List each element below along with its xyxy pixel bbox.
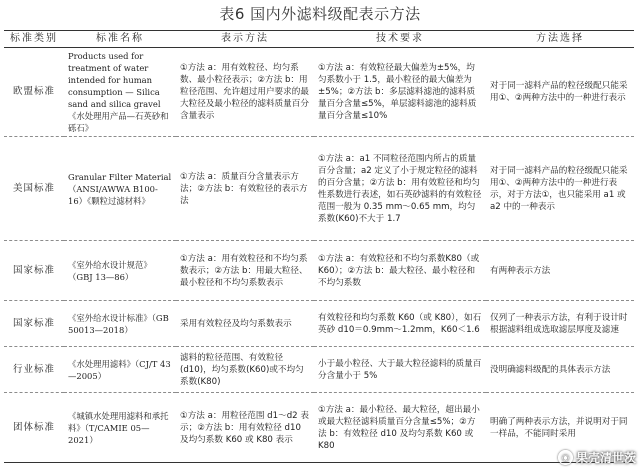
cell-category: 团体标准 [12, 421, 55, 433]
header-category: 标准类别 [4, 31, 64, 48]
watermark-text: 果壳清世茨 [575, 451, 636, 465]
cell-category: 国家标准 [4, 241, 64, 301]
table-body [4, 48, 634, 463]
cell-choice: 对于同一滤料产品的粒径级配只能采用①、②两种方法中的一种进行表示，对于方法①，也只能采用 a1 或 a2 中的一种表示 [486, 137, 634, 241]
cell-standard-name: 《城镇水处理用滤料和承托料》（T/CAMIE 05—2021） [68, 410, 169, 445]
cell-method: ①方法 a：用粒径范围 d1～d2 表示；②方法 b：用有效粒径 d10 及均匀系数 K60 或 K80 表示 [180, 410, 309, 445]
table-header [4, 31, 634, 48]
table-row [4, 347, 634, 393]
cell-requirement: 有效粒径和均匀系数 K60（或 K80），如石英砂 d10＝0.9mm～1.2mm，K60＜1.6 [314, 301, 486, 347]
cell-requirement: ①方法 a：有效粒径最大偏差为±5%，均匀系数小于 1.5，最小粒径的最大偏差为±5%；②方法 b：多层滤料滤池的滤料质量百分含量≤5%，单层滤料滤池的滤料质量百分含量≤10% [314, 48, 486, 137]
cell-requirement: ①方法 a：最小粒径、最大粒径，超出最小或最大粒径滤料质量百分含量≤5%；②方法 b：有效粒径 d10 及均匀系数 K60 或 K80 [318, 404, 480, 451]
cell-choice: 明确了两种表示方法，并说明对于同一样品，不能同时采用 [490, 416, 628, 439]
watermark [558, 449, 636, 466]
cell-category: 美国标准 [4, 137, 64, 241]
table-row [4, 393, 634, 463]
header-choice: 方法选择 [486, 31, 634, 48]
table-title: 表6 国内外滤料级配表示方法 [219, 5, 421, 23]
header-name: 标准名称 [64, 31, 176, 48]
camera-icon: ◉ [558, 450, 573, 465]
cell-standard-name: Granular Filter Material（ANSI/AWWA B100-16）《颗粒过滤材料》 [64, 137, 176, 241]
table-row [4, 241, 634, 301]
cell-method: 滤料的粒径范围、有效粒径(d10)，均匀系数(K60)或不均匀系数(K80) [176, 347, 314, 393]
cell-method: ①方法 a：质量百分含量表示方法；②方法 b：有效粒径的表示方法 [176, 137, 314, 241]
cell-standard-name: Products used for treatment of water intended for human consumption — Silica sand and silica gravel《水处理用产品—石英砂和砾石》 [64, 48, 176, 137]
table-row [4, 301, 634, 347]
cell-standard-name: 《水处理用滤料》（CJ/T 43—2005） [64, 347, 176, 393]
cell-requirement: ①方法 a：有效粒径和不均匀系数K80（或K60）；②方法 b：最大粒径、最小粒径和不均匀系数 [314, 241, 486, 301]
cell-category: 国家标准 [4, 301, 64, 347]
cell-method: ①方法 a：用有效粒径和不均匀系数表示；②方法 b：用最大粒径、最小粒径和不均匀系数表示 [176, 241, 314, 301]
table-row [4, 137, 634, 241]
cell-method: 采用有效粒径及均匀系数表示 [176, 301, 314, 347]
cell-choice: 仅列了一种表示方法，有利于设计时根据滤料组成选取滤层厚度及滤速 [486, 301, 634, 347]
cell-choice: 有两种表示方法 [486, 241, 634, 301]
header-row [4, 31, 634, 48]
cell-standard-name: 《室外给水设计标准》（GB 50013—2018） [64, 301, 176, 347]
cell-method: ①方法 a：用有效粒径、均匀系数、最小粒径表示；②方法 b：用粒径范围、允许超过用户要求的最大粒径及最小粒径的滤料质量百分含量表示 [176, 48, 314, 137]
cell-category: 行业标准 [4, 347, 64, 393]
header-requirement: 技术要求 [314, 31, 486, 48]
cell-choice: 对于同一滤料产品的粒径级配只能采用①、②两种方法中的一种进行表示 [486, 48, 634, 137]
cell-requirement: 小于最小粒径、大于最大粒径滤料的质量百分含量小于 5% [314, 347, 486, 393]
header-method: 表示方法 [176, 31, 314, 48]
filter-gradation-table [4, 30, 634, 463]
cell-standard-name: 《室外给水设计规范》（GBJ 13—86） [64, 241, 176, 301]
cell-choice: 没明确滤料级配的具体表示方法 [486, 347, 634, 393]
cell-category: 欧盟标准 [4, 48, 64, 137]
table-row [4, 48, 634, 137]
cell-requirement: ①方法 a：a1 不同粒径范围内所占的质量百分含量；a2 定义了小于规定粒径的滤料的百分含量；②方法 b：用有效粒径和均匀性系数进行表述，如石英砂滤料的有效粒径范围一般为 0.35 mm～0.65 mm，均匀系数(K60)不大于 1.7 [314, 137, 486, 241]
